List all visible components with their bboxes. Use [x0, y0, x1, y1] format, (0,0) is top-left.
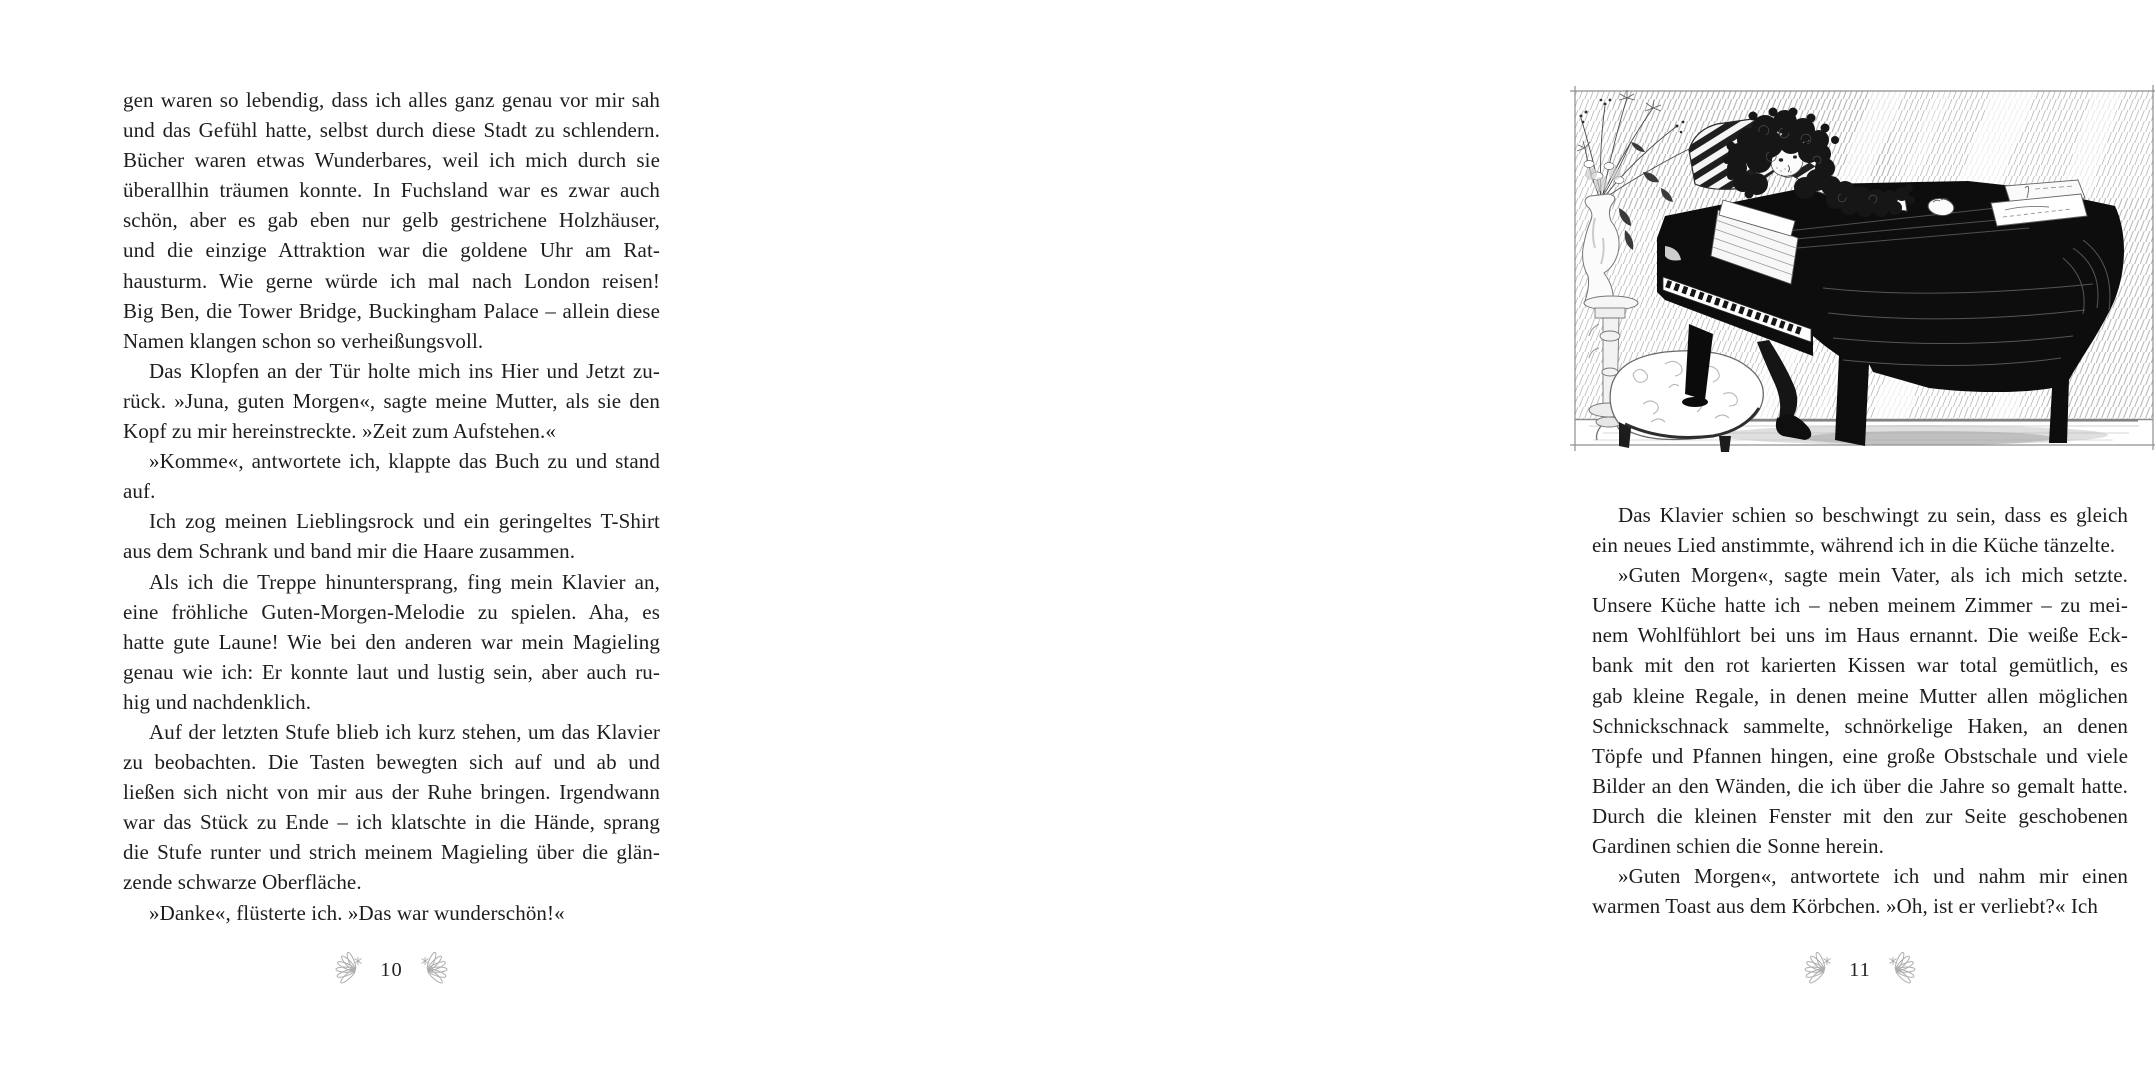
text-line: überallhin träumen konnte. In Fuchsland war es zwar auch [123, 178, 660, 203]
fan-ornament-icon [329, 956, 363, 984]
page-number: 10 [380, 958, 403, 981]
piano-illustration-svg [1573, 88, 2155, 456]
text-line: hatte gute Laune! Wie bei den anderen war mein Magieling [123, 629, 660, 654]
left-page-text [123, 85, 660, 928]
text-line: Ich zog meinen Lieblingsrock und ein geringeltes T-Shirt [149, 509, 660, 534]
text-line: hig und nachdenklich. [123, 689, 312, 714]
page-right [750, 0, 2128, 1086]
text-line: Auf der letzten Stufe blieb ich kurz stehen, um das Klavier [149, 719, 660, 744]
left-page-footer [123, 950, 660, 990]
piano-illustration [1573, 88, 2155, 456]
text-line: schön, aber es gab eben nur gelb gestrichene Holzhäuser, [123, 208, 660, 233]
fan-ornament-icon [1798, 956, 1832, 984]
text-line: »Danke«, flüsterte ich. »Das war wunderschön!« [149, 900, 565, 925]
text-line: genau wie ich: Er konnte laut und lustig sein, aber auch ru- [123, 659, 660, 684]
text-line: ließen sich nicht von mir aus der Ruhe bringen. Irgendwann [123, 780, 660, 805]
text-line: Kopf zu mir hereinstreckte. »Zeit zum Aufstehen.« [123, 419, 556, 444]
text-line: zende schwarze Oberfläche. [123, 870, 362, 895]
text-line: war das Stück zu Ende – ich klatschte in die Hände, sprang [123, 810, 660, 835]
text-line: Bücher waren etwas Wunderbares, weil ich mich durch sie [123, 148, 660, 173]
right-page-text [1592, 500, 2128, 921]
text-line: Bilder an den Wänden, die ich über die Jahre so gemalt hatte. [1592, 773, 2128, 798]
fan-ornament-icon [1888, 956, 1922, 984]
text-line: ein neues Lied anstimmte, während ich in die Küche tänzelte. [1592, 533, 2116, 558]
text-line: rück. »Juna, guten Morgen«, sagte meine Mutter, als sie den [123, 388, 660, 413]
text-line: »Guten Morgen«, sagte mein Vater, als ich mich setzte. [1618, 563, 2128, 588]
text-line: nem Wohlfühlort bei uns im Haus ernannt. Die weiße Eck- [1592, 623, 2128, 648]
text-line: bank mit den rot karierten Kissen war total gemütlich, es [1592, 653, 2128, 678]
text-line: Unsere Küche hatte ich – neben meinem Zimmer – zu mei- [1592, 593, 2128, 618]
text-line: Das Klopfen an der Tür holte mich ins Hier und Jetzt zu- [149, 358, 660, 383]
fan-ornament-icon [420, 956, 454, 984]
text-line: »Guten Morgen«, antwortete ich und nahm mir einen [1618, 864, 2128, 889]
right-page-footer [1592, 950, 2128, 990]
text-line: Das Klavier schien so beschwingt zu sein, dass es gleich [1618, 503, 2128, 527]
text-line: gab kleine Regale, in denen meine Mutter allen möglichen [1592, 683, 2128, 708]
page-left [0, 0, 750, 1086]
text-line: und die einzige Attraktion war die goldene Uhr am Rat- [123, 238, 660, 263]
text-line: Durch die kleinen Fenster mit den zur Seite geschobenen [1592, 803, 2128, 828]
text-line: warmen Toast aus dem Körbchen. »Oh, ist er verliebt?« Ich [1592, 894, 2098, 919]
text-line: gen waren so lebendig, dass ich alles ganz genau vor mir sah [123, 88, 660, 112]
text-line: Töpfe und Pfannen hingen, eine große Obstschale und viele [1592, 743, 2128, 768]
text-line: Gardinen schien die Sonne herein. [1592, 834, 1884, 859]
text-line: auf. [123, 479, 156, 504]
text-line: Big Ben, die Tower Bridge, Buckingham Palace – allein diese [123, 298, 660, 323]
text-line: die Stufe runter und strich meinem Magieling über die glän- [123, 840, 660, 865]
text-line: Als ich die Treppe hinuntersprang, fing mein Klavier an, [149, 569, 660, 594]
text-line: zu beobachten. Die Tasten bewegten sich auf und ab und [123, 750, 660, 775]
page-number: 11 [1849, 958, 1871, 981]
text-line: hausturm. Wie gerne würde ich mal nach London reisen! [123, 268, 660, 293]
text-line: »Komme«, antwortete ich, klappte das Buch zu und stand [149, 449, 660, 474]
text-line: und das Gefühl hatte, selbst durch diese Stadt zu schlendern. [123, 118, 660, 143]
text-line: Namen klangen schon so verheißungsvoll. [123, 328, 484, 353]
text-line: aus dem Schrank und band mir die Haare zusammen. [123, 539, 576, 564]
text-line: Schnickschnack sammelte, schnörkelige Haken, an denen [1592, 713, 2128, 738]
text-line: eine fröhliche Guten-Morgen-Melodie zu spielen. Aha, es [123, 599, 660, 624]
